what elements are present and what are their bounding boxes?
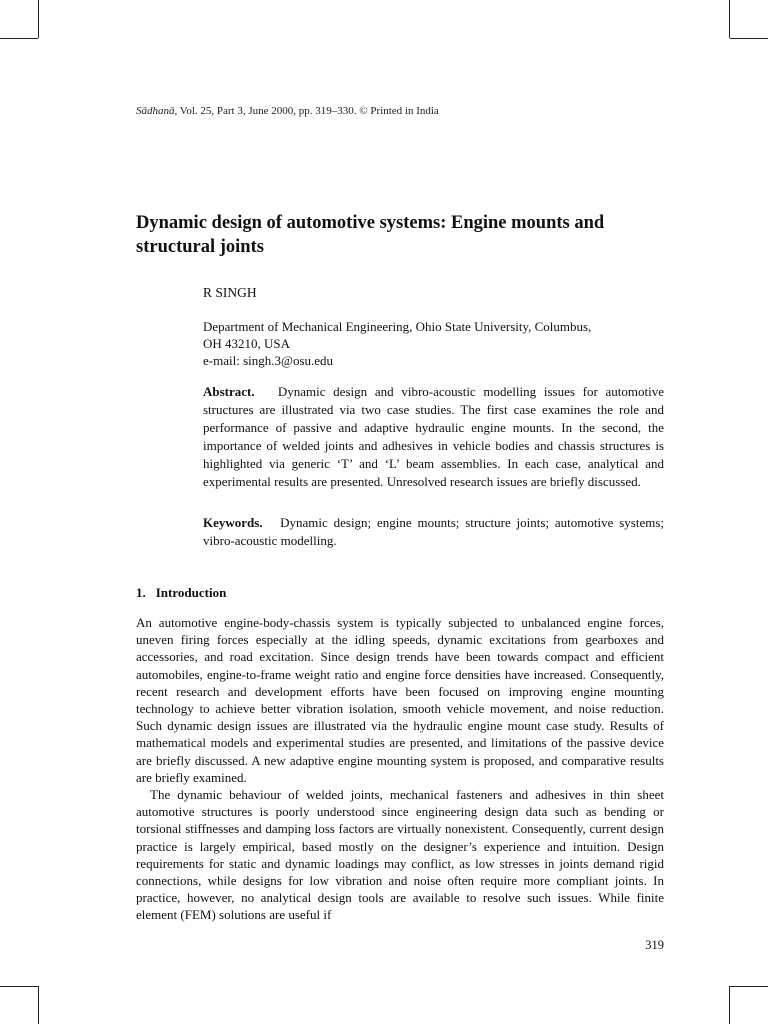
abstract-label: Abstract. <box>203 384 255 399</box>
journal-header <box>136 105 439 117</box>
keywords-label: Keywords. <box>203 515 263 530</box>
page-number: 319 <box>645 938 664 952</box>
author-name: R SINGH <box>203 285 257 300</box>
abstract <box>203 383 664 491</box>
author-email: e-mail: singh.3@osu.edu <box>203 353 334 368</box>
affiliation-line-2: OH 43210, USA <box>203 336 291 351</box>
body-paragraph-2: The dynamic behaviour of welded joints, mechanical fasteners and adhesives in thin sheet automotive structures is poorly understood since engineering design data such as bending or torsional stiffnesses and damping loss factors are virtually nonexistent. Consequently, current design practice is largely empirical, based mostly on the designer’s experience and intuition. Design requirements for static and dynamic loadings may conflict, as low stresses in joints demand rigid connections, while designs for low vibration and noise often require more compliant joints. In practice, however, no analytical design tools are available to resolve such issues. While finite element (FEM) solutions are useful if <box>136 787 664 923</box>
crop-mark <box>0 38 38 39</box>
crop-mark <box>38 986 39 1024</box>
abstract-text: Dynamic design and vibro-acoustic modelling issues for automotive structures are illustrated via two case studies. The first case examines the role and performance of passive and adaptive hydraulic engine mounts. In the second, the importance of welded joints and adhesives in vehicle bodies and chassis structures is highlighted via generic ‘T’ and ‘L’ beam assemblies. In each case, analytical and experimental results are presented. Unresolved research issues are briefly discussed. <box>203 384 665 489</box>
crop-mark <box>0 986 38 987</box>
journal-name: Sādhanā <box>136 105 175 117</box>
keywords <box>203 514 664 550</box>
section-title: Introduction <box>155 585 227 600</box>
paper-title: Dynamic design of automotive systems: Engine mounts and structural joints <box>136 213 605 257</box>
journal-citation: , Vol. 25, Part 3, June 2000, pp. 319–330. © Printed in India <box>174 105 439 117</box>
affiliation-line-1: Department of Mechanical Engineering, Ohio State University, Columbus, <box>203 319 592 334</box>
section-number: 1. <box>136 585 146 600</box>
crop-mark <box>729 986 730 1024</box>
body-text <box>136 614 664 924</box>
crop-mark <box>730 986 768 987</box>
keywords-text: Dynamic design; engine mounts; structure joints; automotive systems; vibro-acoustic modelling. <box>203 515 665 548</box>
crop-mark <box>730 38 768 39</box>
crop-mark <box>38 0 39 38</box>
section-heading <box>136 585 226 601</box>
affiliation <box>203 318 664 369</box>
crop-mark <box>729 0 730 38</box>
body-paragraph-1: An automotive engine-body-chassis system is typically subjected to unbalanced engine forces, uneven firing forces especially at the idling speeds, dynamic excitations from gearboxes and accessories, and road excitation. Since design trends have been towards compact and efficient automobiles, engine-to-frame weight ratio and engine force densities have increased. Consequently, recent research and development efforts have been focused on improving engine mounting technology to achieve better vibration isolation, smooth vehicle movement, and noise reduction. Such dynamic design issues are illustrated via the hydraulic engine mount case study. Results of mathematical models and experimental studies are presented, and limitations of the passive device are briefly discussed. A new adaptive engine mounting system is proposed, and comparative results are briefly examined. <box>136 615 664 785</box>
